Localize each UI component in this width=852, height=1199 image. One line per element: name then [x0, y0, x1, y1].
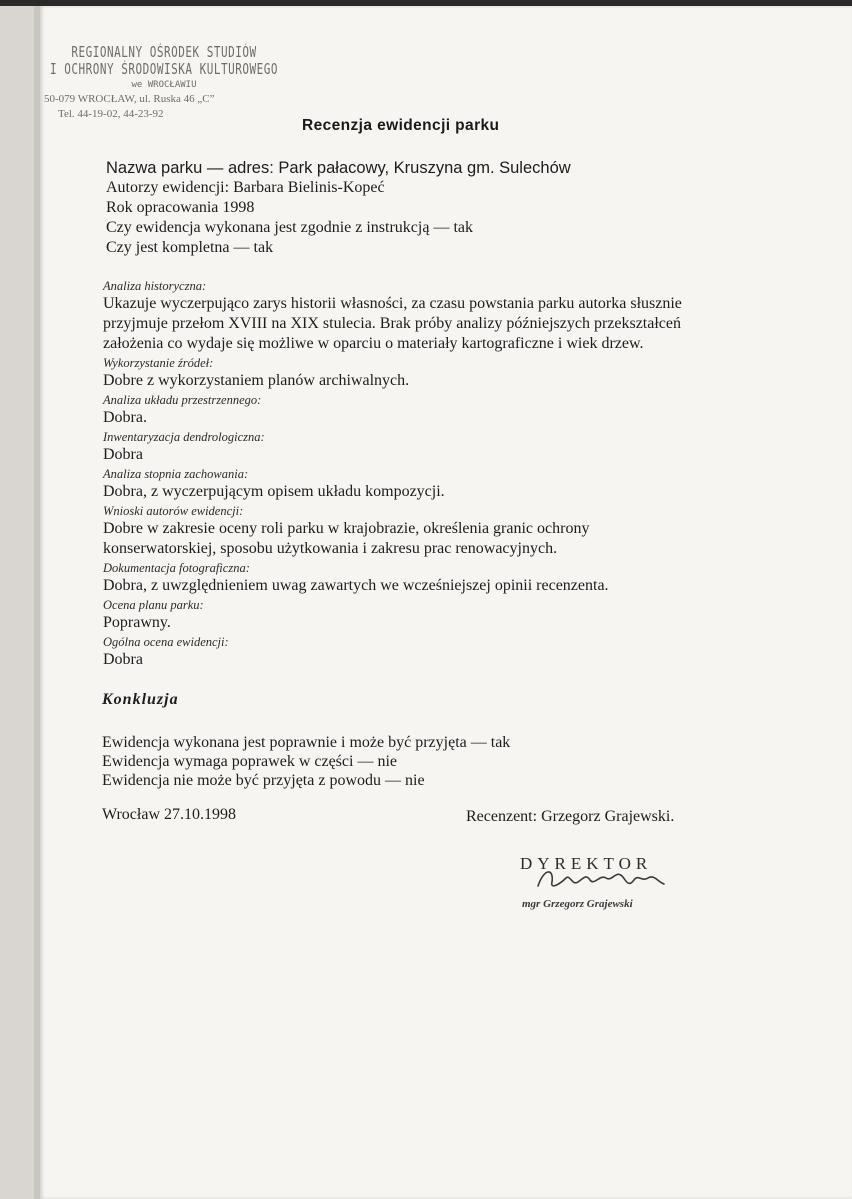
section-label: Analiza historyczna:: [103, 279, 207, 293]
review-sections: [103, 276, 763, 670]
section-text: Dobra.: [103, 409, 147, 426]
section-text: Poprawny.: [103, 614, 171, 631]
document-title: Recenzja ewidencji parku: [302, 117, 500, 134]
complete-line: Czy jest kompletna — tak: [106, 239, 274, 256]
section-label: Ogólna ocena ewidencji:: [103, 635, 229, 649]
section-text: Dobra, z uwzględnieniem uwag zawartych we wcześniejszej opinii recenzenta.: [103, 577, 609, 594]
section-label: Analiza stopnia zachowania:: [103, 467, 249, 481]
park-name-label: Nazwa parku — adres:: [106, 159, 274, 177]
handwritten-signature: [530, 860, 680, 900]
section-text: Dobra: [103, 651, 143, 668]
conclusion-line: Ewidencja wymaga poprawek w części — nie: [102, 753, 397, 770]
stamp-line-2: I OCHRONY ŚRODOWISKA KULTUROWEGO: [50, 60, 278, 79]
section-text: Dobra: [103, 446, 143, 463]
year-line: Rok opracowania 1998: [106, 199, 255, 216]
park-name-line: [106, 158, 746, 178]
section-label: Ocena planu parku:: [103, 598, 204, 612]
director-name-stamp: mgr Grzegorz Grajewski: [522, 898, 633, 910]
stamp-address: 50-079 WROCŁAW, ul. Ruska 46 „C”: [44, 93, 215, 105]
section-label: Dokumentacja fotograficzna:: [103, 561, 250, 575]
section-label: Wnioski autorów ewidencji:: [103, 504, 244, 518]
section-text: Dobre w zakresie oceny roli parku w krajobrazie, określenia granic ochrony: [103, 520, 590, 537]
section-text: założenia co wydaje się możliwe w oparciu o materiały kartograficzne i wiek drzew.: [103, 335, 644, 352]
section-text: Dobre z wykorzystaniem planów archiwalnych.: [103, 372, 410, 389]
section-text: przyjmuje przełom XVIII na XIX stulecia. Brak próby analizy późniejszych przekształceń: [103, 315, 681, 332]
authors-line: Autorzy ewidencji: Barbara Bielinis-Kopeć: [106, 179, 385, 196]
section-text: Dobra, z wyczerpującym opisem układu kompozycji.: [103, 483, 445, 500]
document-date: Wrocław 27.10.1998: [102, 806, 236, 823]
stamp-phone: Tel. 44-19-02, 44-23-92: [58, 108, 164, 120]
signature-block: [520, 854, 690, 924]
conclusion-heading: Konkluzja: [102, 691, 179, 708]
section-label: Analiza układu przestrzennego:: [103, 393, 262, 407]
director-stamp: DYREKTOR: [520, 854, 653, 873]
scan-left-edge: [0, 6, 34, 1199]
park-info: [106, 158, 746, 258]
section-label: Inwentaryzacja dendrologiczna:: [103, 430, 265, 444]
reviewer-name: Recenzent: Grzegorz Grajewski.: [466, 808, 675, 825]
section-text: konserwatorskiej, sposobu użytkowania i zakresu prac renowacyjnych.: [103, 540, 558, 557]
section-text: Ukazuje wyczerpująco zarys historii własności, za czasu powstania parku autorka słusznie: [103, 295, 682, 312]
instruction-line: Czy ewidencja wykonana jest zgodnie z instrukcją — tak: [106, 219, 473, 236]
park-name-value: Park pałacowy, Kruszyna gm. Sulechów: [278, 159, 571, 177]
stamp-line-1: REGIONALNY OŚRODEK STUDIÓW: [71, 43, 257, 62]
section-label: Wykorzystanie źródeł:: [103, 356, 214, 370]
institution-stamp: [44, 44, 284, 122]
stamp-line-3: we WROCŁAWIU: [131, 80, 197, 90]
conclusion-line: Ewidencja wykonana jest poprawnie i może być przyjęta — tak: [102, 734, 511, 751]
conclusion-list: [102, 733, 742, 790]
conclusion-line: Ewidencja nie może być przyjęta z powodu — nie: [102, 772, 425, 789]
